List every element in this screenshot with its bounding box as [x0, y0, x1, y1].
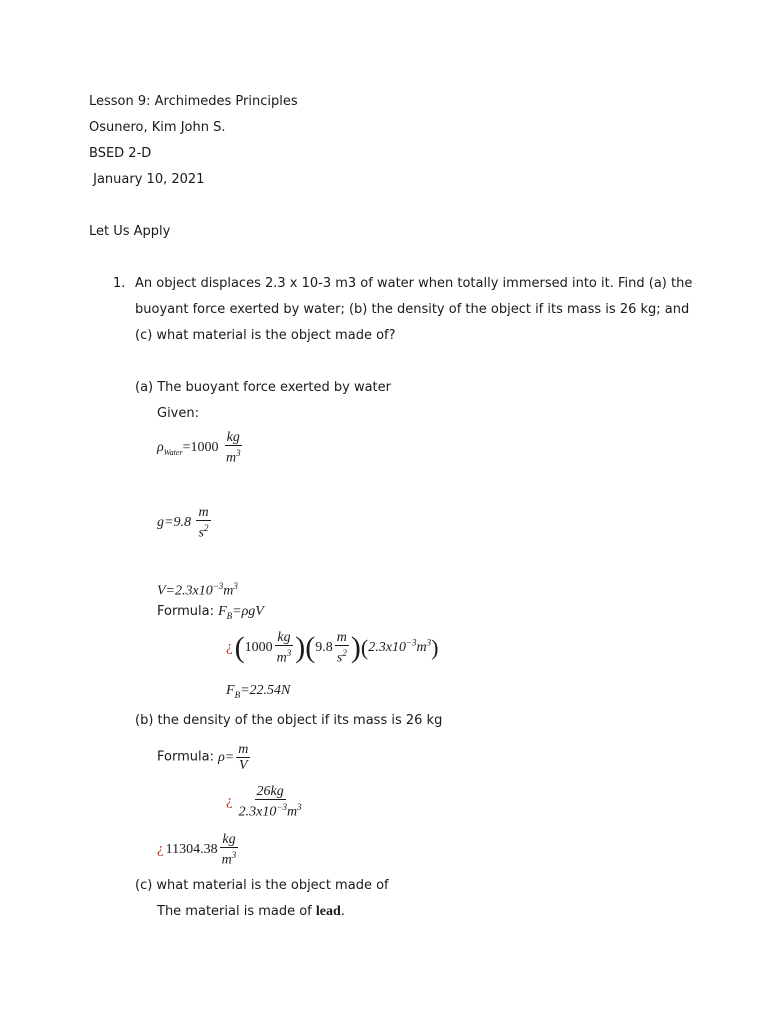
answer-lead: lead — [315, 904, 341, 919]
date: January 10, 2021 — [89, 172, 205, 187]
volume-equation: $V=2.3x10^{-3}m^3$ — [157, 581, 238, 599]
buoyant-result: $F_B=22.54N$ — [226, 683, 291, 700]
part-a-title: (a) The buoyant force exerted by water — [135, 380, 391, 395]
section-heading: Let Us Apply — [89, 224, 171, 239]
question-line-2: buoyant force exerted by water; (b) the density of the object if its mass is 26 kg; and — [135, 302, 690, 317]
density-substitution: ¿ $\frac{26kg}{2.3x10^{-3}m^3}$ — [226, 784, 302, 820]
question-line-1: An object displaces 2.3 x 10-3 m3 of water when totally immersed into it. Find (a) the — [135, 276, 693, 291]
part-c-title: (c) what material is the object made of — [135, 878, 389, 893]
density-result: ¿ 11304.38 $\frac{kg}{m^3}$ — [157, 832, 237, 868]
given-label: Given: — [157, 406, 199, 421]
question-number: 1. — [113, 276, 126, 291]
density-formula: Formula: ρ= $\frac{m}{V}$ — [157, 742, 249, 773]
rho-water-equation: $\rho_{Water}=1000$ $\frac{kg}{m^3}$ — [157, 430, 241, 466]
buoyant-substitution: ¿(1000 $\frac{kg}{m^3}$ )(9.8 $\frac{m}{s^2}$ )$(2.3x10^{-3}m^3)$ — [226, 630, 439, 666]
material-answer: The material is made of lead. — [157, 904, 345, 919]
student-name: Osunero, Kim John S. — [89, 120, 226, 135]
section: BSED 2-D — [89, 146, 152, 161]
question-line-3: (c) what material is the object made of? — [135, 328, 396, 343]
buoyant-formula: Formula: $F_B=\rho gV$ — [157, 604, 264, 621]
part-b-title: (b) the density of the object if its mass is 26 kg — [135, 713, 443, 728]
lesson-title: Lesson 9: Archimedes Principles — [89, 94, 298, 109]
gravity-equation: g=9.8 $\frac{m}{s^2}$ — [157, 505, 209, 541]
